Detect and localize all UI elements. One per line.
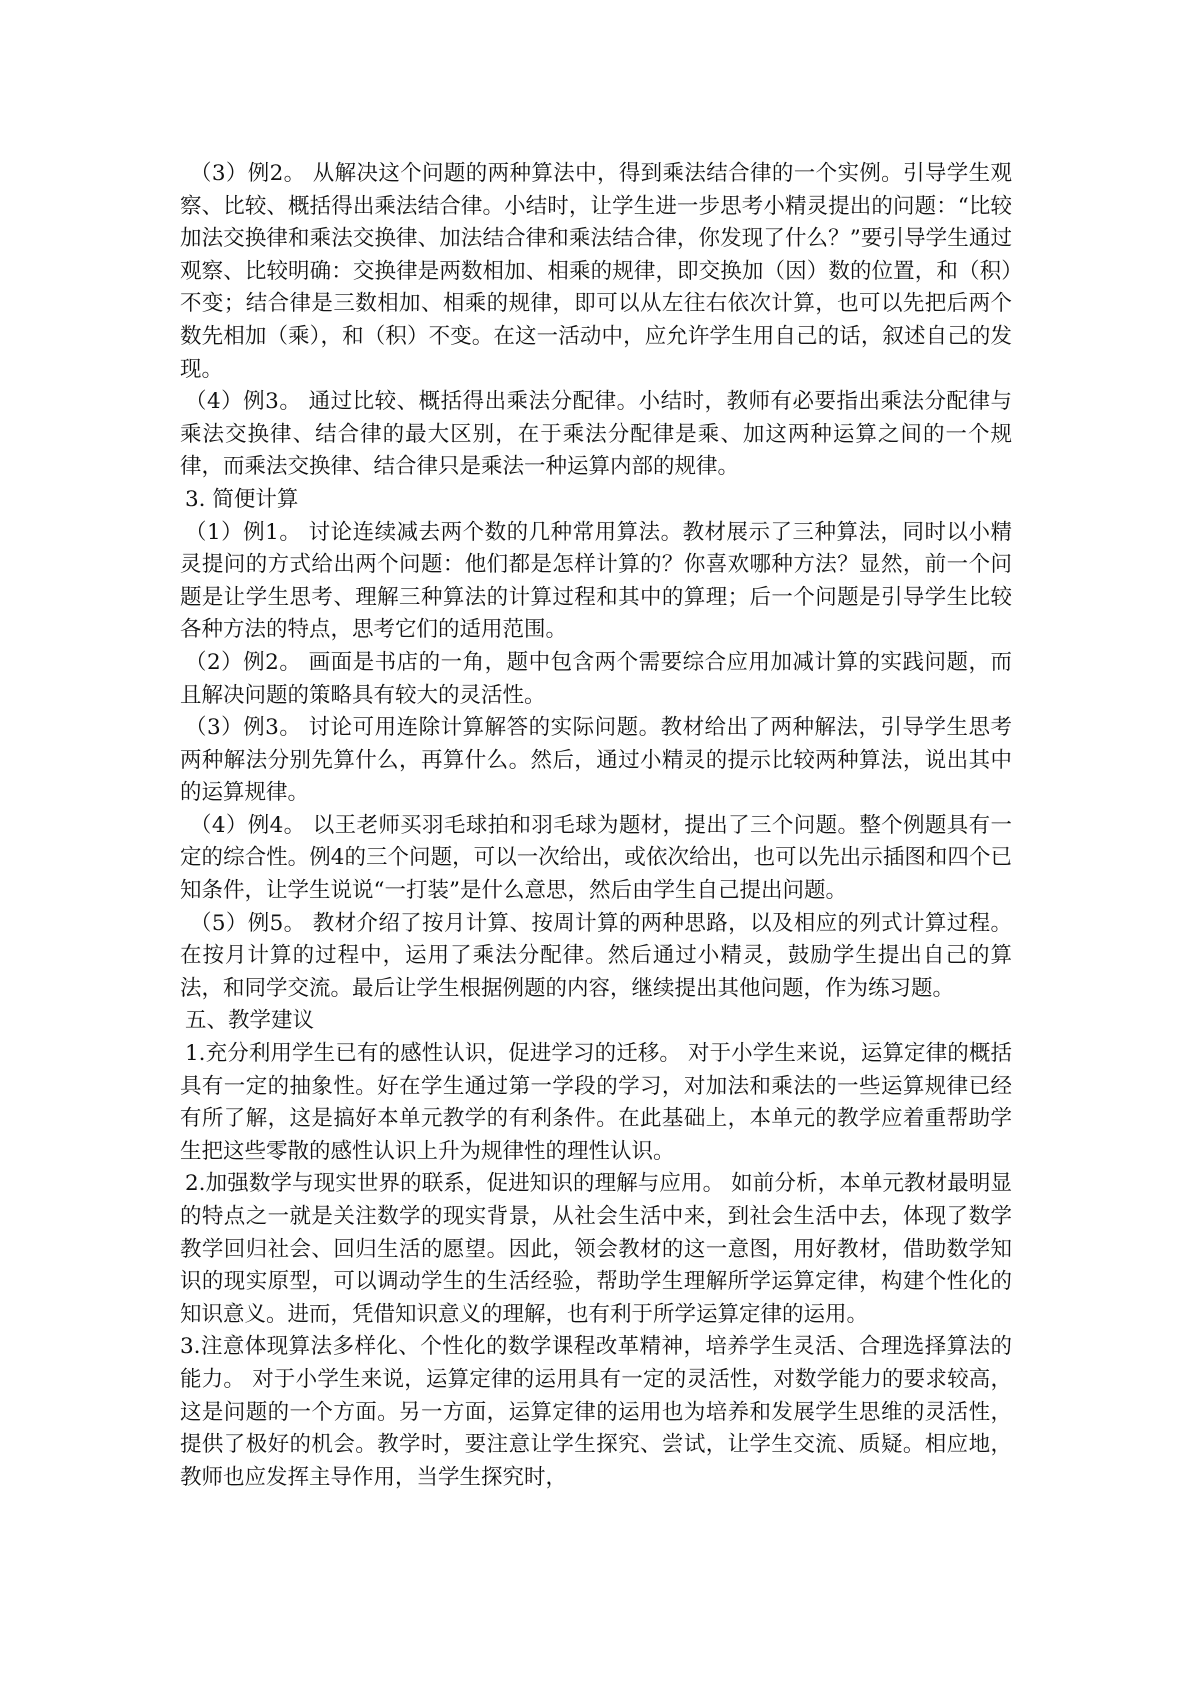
paragraph-calc-example-3: （3）例3。 讨论可用连除计算解答的实际问题。教材给出了两种解法，引导学生思考两种解法分别先算什么，再算什么。然后，通过小精灵的提示比较两种算法，说出其中的运算规律。: [180, 715, 1012, 806]
section-heading-teaching-suggestions: 五、教学建议: [185, 1008, 315, 1034]
paragraph-suggestion-1: 1.充分利用学生已有的感性认识，促进学习的迁移。 对于小学生来说，运算定律的概括具有一定的抽象性。好在学生通过第一学段的学习，对加法和乘法的一些运算规律已经有所了解，这是搞好本单元教学的有利条件。在此基础上，本单元的教学应着重帮助学生把这些零散的感性认识上升为规律性的理性认识。: [180, 1041, 1012, 1164]
paragraph-example-3-distributive: （4）例3。 通过比较、概括得出乘法分配律。小结时，教师有必要指出乘法分配律与乘法交换律、结合律的最大区别，在于乘法分配律是乘、加这两种运算之间的一个规律，而乘法交换律、结合律只是乘法一种运算内部的规律。: [180, 389, 1012, 480]
paragraph-calc-example-2: （2）例2。 画面是书店的一角，题中包含两个需要综合应用加减计算的实践问题，而且解决问题的策略具有较大的灵活性。: [180, 649, 1012, 708]
paragraph-calc-example-4: （4）例4。 以王老师买羽毛球拍和羽毛球为题材，提出了三个问题。整个例题具有一定的综合性。例4的三个问题，可以一次给出，或依次给出，也可以先出示插图和四个已知条件，让学生说说“一打装”是什么意思，然后由学生自己提出问题。: [180, 812, 1012, 904]
paragraph-calc-example-5: （5）例5。 教材介绍了按月计算、按周计算的两种思路，以及相应的列式计算过程。在按月计算的过程中，运用了乘法分配律。然后通过小精灵，鼓励学生提出自己的算法，和同学交流。最后让学生根据例题的内容，继续提出其他问题，作为练习题。: [180, 910, 1012, 1001]
paragraph-example-2-multiplication-associative: （3）例2。 从解决这个问题的两种算法中，得到乘法结合律的一个实例。引导学生观察、比较、概括得出乘法结合律。小结时，让学生进一步思考小精灵提出的问题：“比较加法交换律和乘法交换律、加法结合律和乘法结合律，你发现了什么？”要引导学生通过观察、比较明确：交换律是两数相加、相乘的规律，即交换加（因）数的位置，和（积）不变；结合律是三数相加、相乘的规律，即可以从左往右依次计算，也可以先把后两个数先相加（乘），和（积）不变。在这一活动中，应允许学生用自己的话，叙述自己的发现。: [180, 161, 1012, 382]
paragraph-calc-example-1: （1）例1。 讨论连续减去两个数的几种常用算法。教材展示了三种算法，同时以小精灵提问的方式给出两个问题：他们都是怎样计算的？你喜欢哪种方法？显然，前一个问题是让学生思考、理解三种算法的计算过程和其中的算理；后一个问题是引导学生比较各种方法的特点，思考它们的适用范围。: [180, 519, 1012, 643]
document-body: [180, 158, 1012, 1494]
section-heading-simple-calculation: 3. 简便计算: [185, 486, 299, 512]
paragraph-suggestion-3: 3.注意体现算法多样化、个性化的数学课程改革精神，培养学生灵活、合理选择算法的能力。 对于小学生来说，运算定律的运用具有一定的灵活性，对数学能力的要求较高，这是问题的一个方面。另一方面，运算定律的运用也为培养和发展学生思维的灵活性，提供了极好的机会。教学时，要注意让学生探究、尝试，让学生交流、质疑。相应地，教师也应发挥主导作用，当学生探究时，: [180, 1334, 1012, 1490]
paragraph-suggestion-2: 2.加强数学与现实世界的联系，促进知识的理解与应用。 如前分析，本单元教材最明显的特点之一就是关注数学的现实背景，从社会生活中来，到社会生活中去，体现了数学教学回归社会、回归生活的愿望。因此，领会教材的这一意图，用好教材，借助数学知识的现实原型，可以调动学生的生活经验，帮助学生理解所学运算定律，构建个性化的知识意义。进而，凭借知识意义的理解，也有利于所学运算定律的运用。: [180, 1171, 1012, 1327]
